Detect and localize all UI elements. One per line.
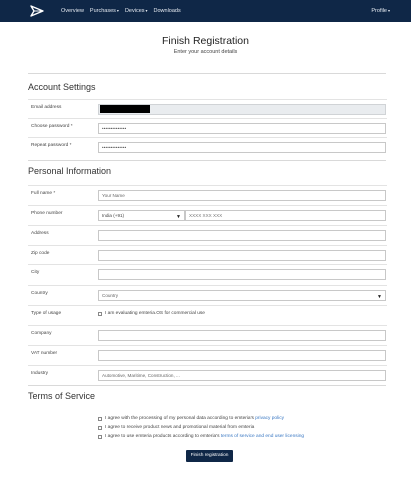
dropdown-arrow-icon: ▼ [377, 294, 382, 300]
usage-checkbox-row[interactable]: I am evaluating emteria.OS for commercial use [98, 311, 205, 316]
usage-checkbox[interactable] [98, 312, 102, 316]
divider [28, 160, 386, 161]
tos-consent-row[interactable]: I agree to use emteria products according to emteria's terms of service and end user licensing [98, 434, 304, 439]
chevron-down-icon: ▾ [145, 8, 148, 13]
phone-row [28, 205, 387, 224]
password-row [28, 118, 387, 137]
country-code-select[interactable]: India (+91) ▼ [98, 210, 185, 221]
company-input[interactable] [98, 330, 386, 341]
password-field[interactable]: •••••••••••••• [98, 123, 386, 134]
usage-label: Type of usage [31, 311, 62, 316]
city-label: City [31, 270, 40, 275]
country-label: Country [31, 291, 48, 296]
company-row [28, 325, 387, 344]
industry-input[interactable]: Automotive, Maritime, Construction, ... [98, 370, 386, 381]
top-navbar [0, 0, 411, 22]
industry-label: Industry [31, 371, 49, 376]
fullname-label: Full name * [31, 191, 56, 196]
vat-label: VAT number [31, 351, 58, 356]
section-title-terms-of-service: Terms of Service [28, 391, 96, 401]
redacted-email [100, 105, 150, 113]
phone-label: Phone number [31, 211, 63, 216]
address-input[interactable] [98, 230, 386, 241]
address-label: Address [31, 231, 49, 236]
zip-input[interactable] [98, 250, 386, 261]
company-label: Company [31, 331, 52, 336]
zip-label: Zip code [31, 251, 50, 256]
fullname-input[interactable]: Your Name [98, 190, 386, 201]
repeat-password-row [28, 137, 387, 156]
nav-item-devices[interactable]: Devices ▾ [124, 8, 148, 14]
nav-item-purchases[interactable]: Purchases ▾ [89, 8, 119, 14]
vat-input[interactable] [98, 350, 386, 361]
chevron-down-icon: ▾ [116, 8, 119, 13]
email-row [28, 99, 387, 118]
divider [28, 73, 386, 74]
news-consent-row[interactable]: I agree to receive product news and promotional material from emteria [98, 425, 254, 430]
nav-item-overview[interactable]: Overview [61, 8, 84, 14]
vat-row [28, 345, 387, 364]
zip-row [28, 245, 387, 264]
usage-row [28, 305, 387, 325]
email-label: Email address [31, 105, 62, 110]
profile-menu[interactable]: Profile ▾ [371, 8, 390, 14]
finish-registration-button[interactable]: Finish registration [186, 450, 233, 462]
phone-input[interactable]: XXXX XXX XXX [185, 210, 386, 221]
city-row [28, 264, 387, 283]
address-row [28, 225, 387, 244]
news-consent-checkbox[interactable] [98, 426, 102, 430]
password-label: Choose password * [31, 124, 73, 129]
dropdown-arrow-icon: ▼ [176, 214, 181, 220]
emteria-logo-icon[interactable] [30, 4, 44, 18]
privacy-consent-row[interactable]: I agree with the processing of my personal data according to emteria's privacy policy [98, 416, 284, 421]
country-row [28, 285, 387, 304]
repeat-password-field[interactable]: •••••••••••••• [98, 142, 386, 153]
repeat-password-label: Repeat password * [31, 143, 72, 148]
chevron-down-icon: ▾ [387, 8, 390, 13]
page-title: Finish Registration [162, 35, 249, 47]
section-title-account-settings: Account Settings [28, 82, 96, 92]
privacy-consent-checkbox[interactable] [98, 417, 102, 421]
privacy-policy-link[interactable]: privacy policy [255, 416, 285, 421]
tos-consent-checkbox[interactable] [98, 435, 102, 439]
nav-menu [61, 0, 181, 22]
fullname-row [28, 185, 387, 204]
page-subtitle: Enter your account details [173, 49, 238, 55]
industry-row [28, 365, 387, 384]
terms-of-service-link[interactable]: terms of service and end user licensing [220, 434, 305, 439]
nav-item-downloads[interactable]: Downloads [153, 8, 181, 14]
section-title-personal-information: Personal Information [28, 166, 112, 176]
divider [28, 385, 386, 386]
city-input[interactable] [98, 269, 386, 280]
country-select[interactable]: Country ▼ [98, 290, 386, 301]
